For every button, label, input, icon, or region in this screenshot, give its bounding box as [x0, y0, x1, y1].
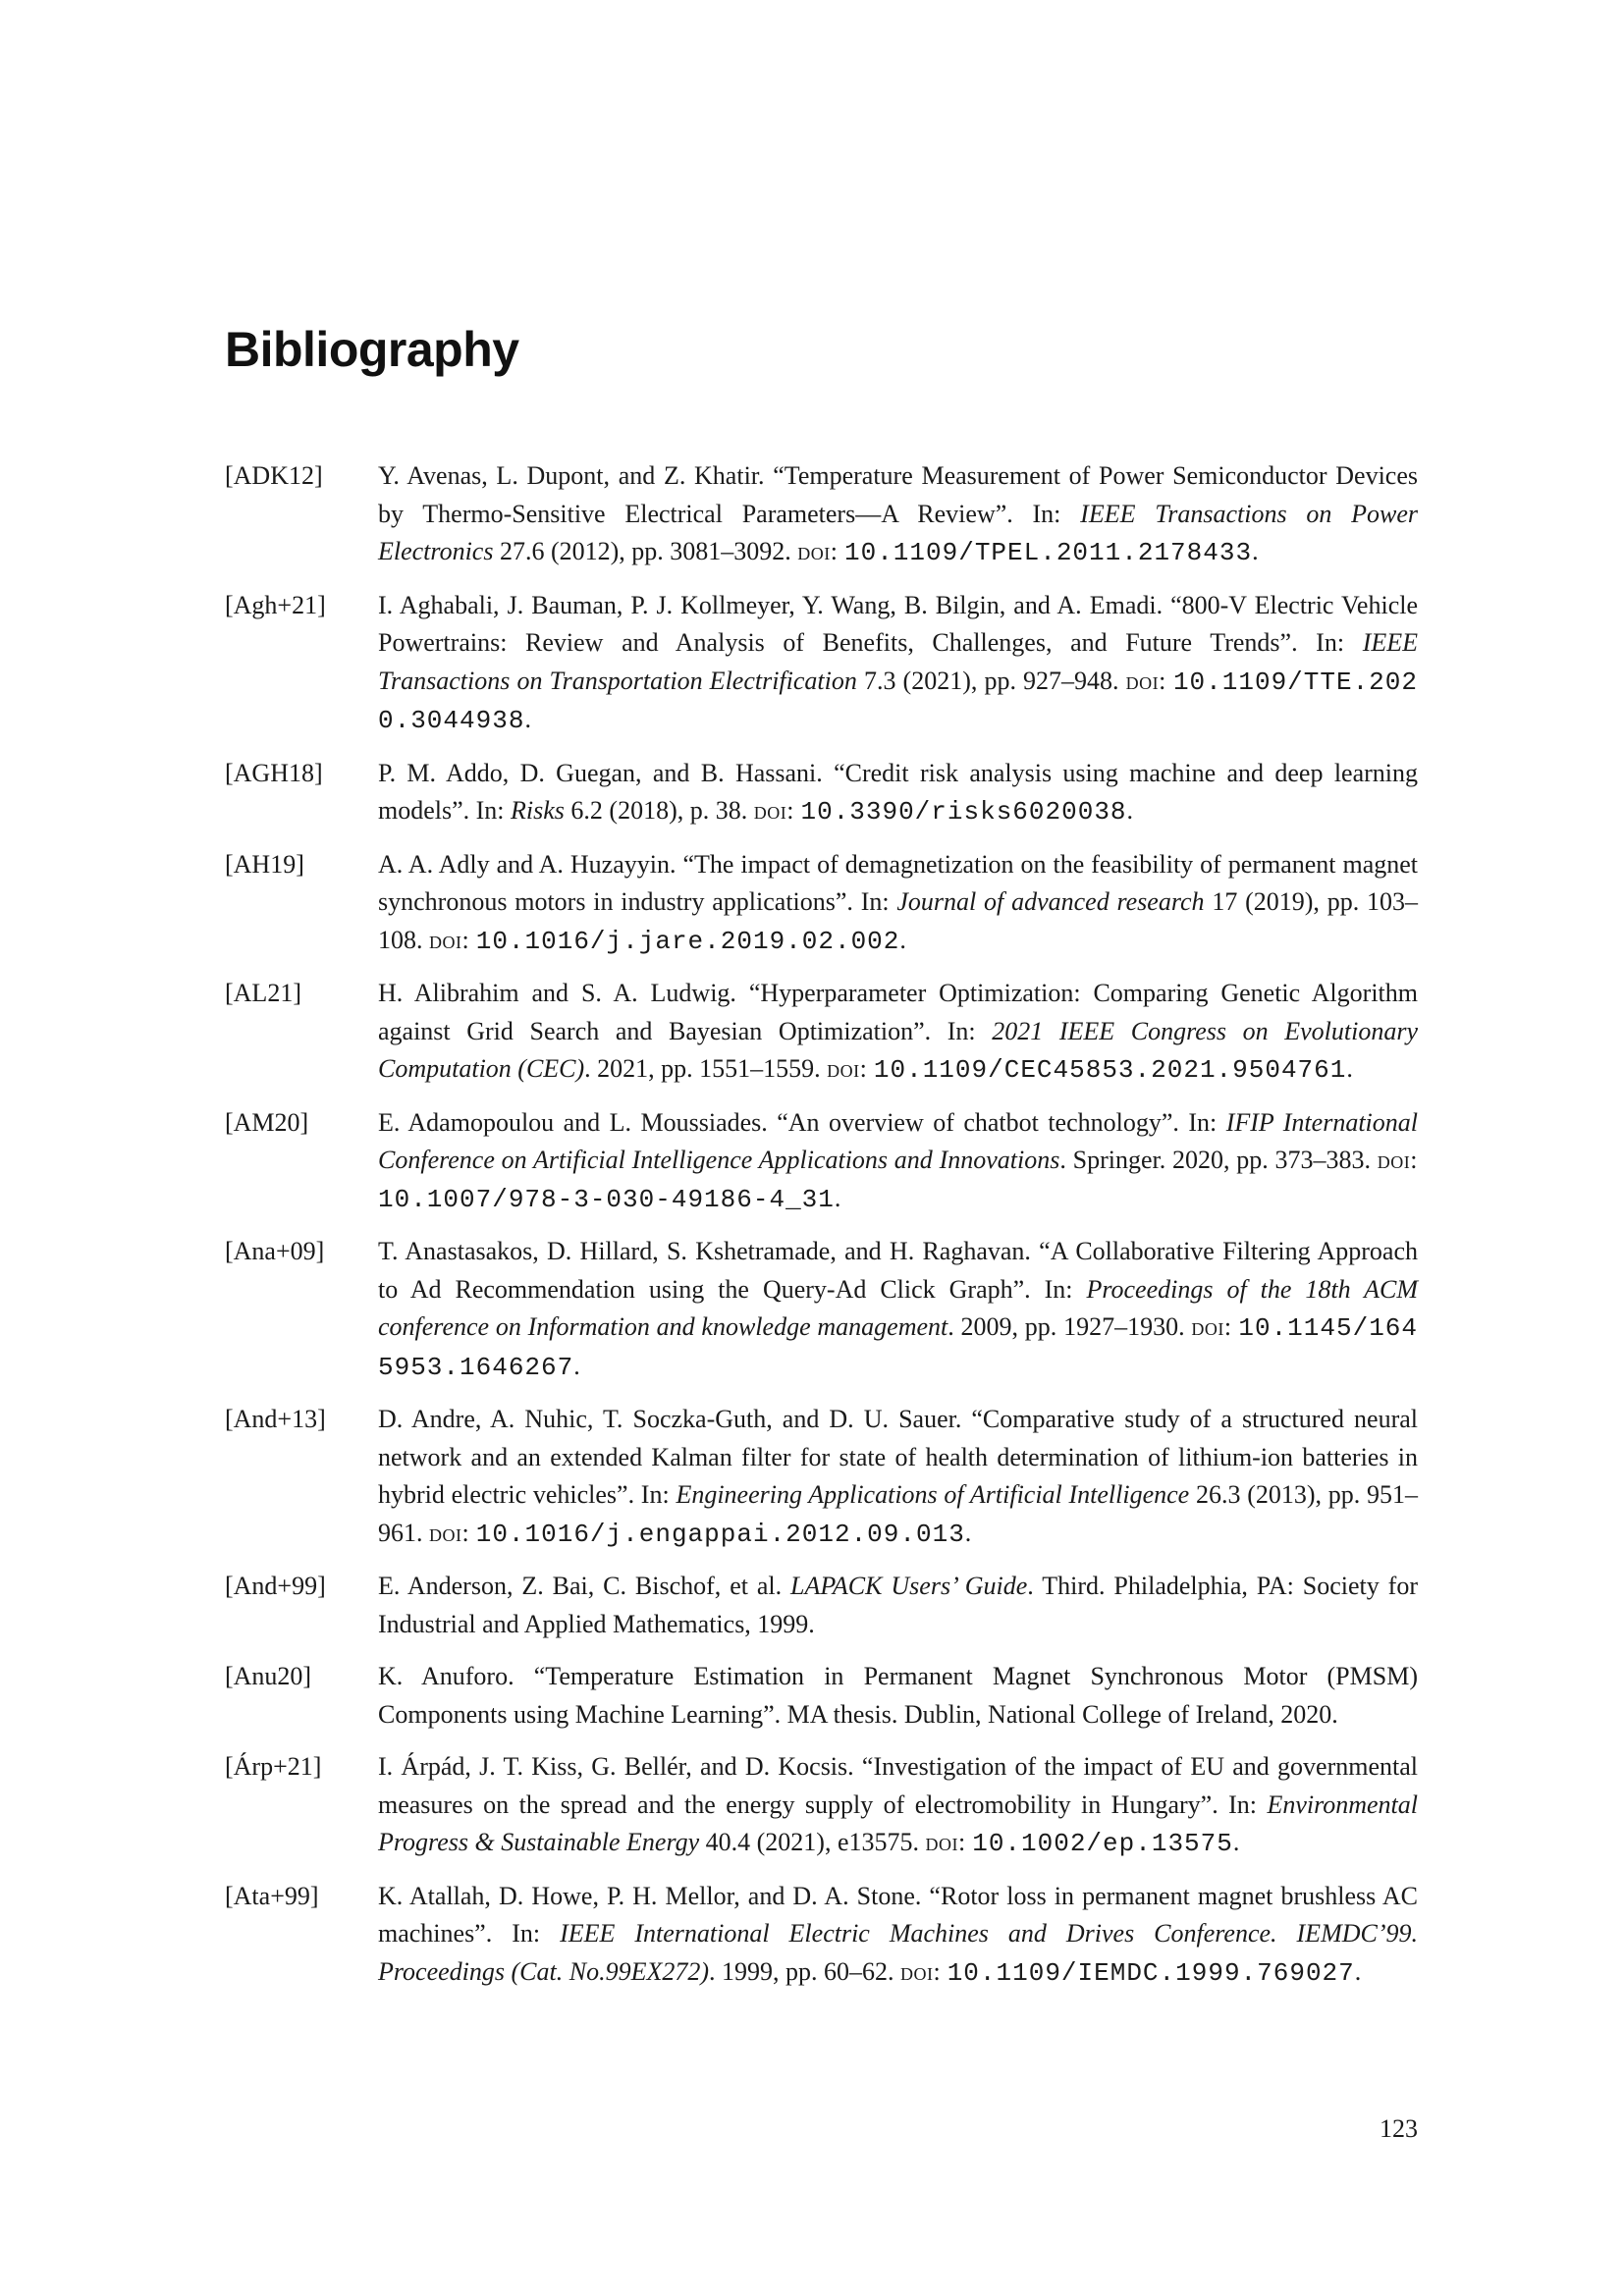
- bib-key: [ADK12]: [225, 461, 323, 490]
- doi-label: doi:: [797, 537, 839, 565]
- bibliography-list: [225, 457, 1418, 2006]
- bib-details: 27.6 (2012), pp. 3081–3092.: [493, 537, 798, 565]
- bib-details: . Third. Philadelphia, PA: Society for Industrial and Applied Mathematics, 1999.: [378, 1572, 1418, 1638]
- bib-authors-title: K. Atallah, D. Howe, P. H. Mellor, and D. A. Stone. “Rotor loss in permanent magnet brushless AC machines”. In:: [378, 1881, 1418, 1948]
- doi-link[interactable]: 10.1109/CEC45853.2021.9504761: [873, 1055, 1347, 1085]
- bib-venue: IEEE International Electric Machines and Drives Conference. IEMDC’99. Proceedings (Cat. No.99EX272): [378, 1919, 1419, 1986]
- doi-link[interactable]: 10.1016/j.jare.2019.02.002: [475, 926, 900, 956]
- doi-link[interactable]: 10.1016/j.engappai.2012.09.013: [475, 1519, 965, 1549]
- bib-entry: [225, 1104, 1418, 1219]
- doi-label: doi:: [827, 1054, 868, 1083]
- bib-end-punctuation: .: [1232, 1828, 1240, 1856]
- bib-end-punctuation: .: [573, 1351, 580, 1380]
- bib-venue: IEEE Transactions on Transportation Electrification: [378, 628, 1418, 695]
- bib-text: [378, 1748, 1418, 1863]
- bib-end-punctuation: .: [834, 1183, 841, 1212]
- bib-authors-title: P. M. Addo, D. Guegan, and B. Hassani. “Credit risk analysis using machine and deep learning models”. In:: [378, 758, 1418, 825]
- bib-authors-title: T. Anastasakos, D. Hillard, S. Kshetramade, and H. Raghavan. “A Collaborative Filtering Approach to Ad Recommendation using the Query-Ad Click Graph”. In:: [378, 1237, 1418, 1304]
- bib-entry: [225, 975, 1418, 1090]
- bib-key: [And+99]: [225, 1572, 326, 1600]
- bib-key: [AM20]: [225, 1107, 309, 1137]
- bib-key: [AL21]: [225, 979, 301, 1007]
- bib-venue: LAPACK Users’ Guide: [790, 1572, 1028, 1600]
- bib-end-punctuation: .: [1354, 1956, 1362, 1986]
- bib-end-punctuation: .: [524, 705, 531, 733]
- bib-authors-title: E. Anderson, Z. Bai, C. Bischof, et al.: [378, 1572, 791, 1600]
- bib-key: [AGH18]: [225, 758, 323, 787]
- bib-text: [378, 1401, 1418, 1553]
- bib-key: [Agh+21]: [225, 590, 326, 619]
- bib-entry: [225, 1748, 1418, 1863]
- doi-label: doi:: [925, 1828, 966, 1856]
- bib-entry: [225, 1568, 1418, 1643]
- bib-entry: [225, 587, 1418, 740]
- bib-text: [378, 457, 1418, 572]
- bib-authors-title: A. A. Adly and A. Huzayyin. “The impact of demagnetization on the feasibility of permanent magnet synchronous motors in industry applications”. In:: [378, 849, 1418, 916]
- bib-details: 6.2 (2018), p. 38.: [564, 796, 754, 825]
- doi-link[interactable]: 10.1109/IEMDC.1999.769027: [947, 1957, 1355, 1988]
- doi-label: doi:: [429, 925, 470, 954]
- doi-label: doi:: [899, 1956, 942, 1986]
- doi-link[interactable]: 10.1109/TTE.2020.3044938: [378, 667, 1418, 735]
- doi-link[interactable]: 10.1145/1645953.1646267: [378, 1313, 1419, 1382]
- bib-entry: [225, 1401, 1418, 1553]
- bib-entry: [225, 1878, 1418, 1993]
- bib-venue: IEEE Transactions on Power Electronics: [378, 499, 1418, 565]
- bib-authors-title: K. Anuforo. “Temperature Estimation in Permanent Magnet Synchronous Motor (PMSM) Components using Machine Learning”. MA thesis. Dublin, National College of Ireland, 2020.: [378, 1662, 1418, 1729]
- bib-text: [378, 755, 1418, 831]
- doi-label: doi:: [429, 1518, 470, 1547]
- bib-text: [378, 1878, 1418, 1993]
- bib-details: 26.3 (2013), pp. 951–961.: [378, 1480, 1418, 1547]
- bib-key: [Ana+09]: [225, 1237, 325, 1265]
- bib-end-punctuation: .: [964, 1518, 972, 1547]
- bib-text: [378, 1658, 1418, 1734]
- bib-text: [378, 1233, 1418, 1386]
- bib-details: . Springer. 2020, pp. 373–383.: [1059, 1146, 1378, 1174]
- bib-text: [378, 846, 1418, 961]
- bib-key: [Ata+99]: [225, 1881, 319, 1910]
- bib-end-punctuation: .: [1126, 796, 1134, 825]
- doi-label: doi:: [753, 796, 794, 825]
- doi-link[interactable]: 10.1109/TPEL.2011.2178433: [844, 538, 1253, 567]
- bib-venue: Journal of advanced research: [896, 887, 1205, 916]
- bib-authors-title: Y. Avenas, L. Dupont, and Z. Khatir. “Temperature Measurement of Power Semiconductor Devices by Thermo-Sensitive Electrical Parameters—A Review”. In:: [378, 461, 1418, 528]
- bib-text: [378, 587, 1418, 740]
- doi-link[interactable]: 10.3390/risks6020038: [800, 797, 1127, 827]
- bib-details: . 2009, pp. 1927–1930.: [947, 1312, 1192, 1341]
- bib-end-punctuation: .: [1252, 537, 1259, 565]
- bib-end-punctuation: .: [899, 925, 906, 954]
- page-title: Bibliography: [225, 322, 519, 377]
- doi-label: doi:: [1125, 666, 1166, 695]
- bib-entry: [225, 1658, 1418, 1734]
- bib-entry: [225, 457, 1418, 572]
- doi-link[interactable]: 10.1007/978-3-030-49186-4_31: [378, 1184, 835, 1214]
- bib-authors-title: I. Árpád, J. T. Kiss, G. Bellér, and D. Kocsis. “Investigation of the impact of EU and governmental measures on the spread and the energy supply of electromobility in Hungary”. In:: [378, 1752, 1418, 1819]
- bib-venue: IFIP International Conference on Artificial Intelligence Applications and Innovations: [378, 1107, 1418, 1174]
- bib-text: [378, 975, 1418, 1090]
- bib-key: [And+13]: [225, 1405, 326, 1433]
- bib-venue: Proceedings of the 18th ACM conference on Information and knowledge management: [378, 1274, 1419, 1341]
- bib-key: [AH19]: [225, 849, 304, 879]
- bib-end-punctuation: .: [1346, 1054, 1353, 1083]
- bib-authors-title: H. Alibrahim and S. A. Ludwig. “Hyperparameter Optimization: Comparing Genetic Algorithm against Grid Search and Bayesian Optimization”. In:: [378, 979, 1418, 1045]
- doi-link[interactable]: 10.1002/ep.13575: [972, 1829, 1233, 1858]
- bib-text: [378, 1568, 1418, 1643]
- bib-authors-title: E. Adamopoulou and L. Moussiades. “An overview of chatbot technology”. In:: [378, 1107, 1226, 1137]
- bib-authors-title: D. Andre, A. Nuhic, T. Soczka-Guth, and D. U. Sauer. “Comparative study of a structured neural network and an extended Kalman filter for state of health determination of lithium-ion batteries in hybrid electric vehicles”. In:: [378, 1405, 1418, 1509]
- bib-key: [Anu20]: [225, 1662, 312, 1690]
- bib-entry: [225, 1233, 1418, 1386]
- bib-details: . 2021, pp. 1551–1559.: [584, 1054, 828, 1083]
- bib-details: . 1999, pp. 60–62.: [708, 1956, 900, 1986]
- bib-authors-title: I. Aghabali, J. Bauman, P. J. Kollmeyer, Y. Wang, B. Bilgin, and A. Emadi. “800-V Electric Vehicle Powertrains: Review and Analysis of Benefits, Challenges, and Future Trends”. In:: [378, 590, 1418, 657]
- bib-key: [Árp+21]: [225, 1752, 322, 1781]
- page-number: 123: [1380, 2114, 1418, 2143]
- bib-venue: Engineering Applications of Artificial Intelligence: [676, 1480, 1190, 1509]
- bib-details: 40.4 (2021), e13575.: [699, 1828, 926, 1856]
- doi-label: doi:: [1191, 1312, 1232, 1341]
- bib-details: 7.3 (2021), pp. 927–948.: [856, 666, 1126, 695]
- bib-venue: 2021 IEEE Congress on Evolutionary Computation (CEC): [378, 1016, 1418, 1083]
- bib-entry: [225, 755, 1418, 831]
- bib-entry: [225, 846, 1418, 961]
- bib-venue: Risks: [511, 796, 565, 825]
- bib-details: 17 (2019), pp. 103–108.: [378, 887, 1418, 954]
- bib-text: [378, 1104, 1418, 1219]
- bib-venue: Environmental Progress & Sustainable Energy: [378, 1789, 1418, 1856]
- doi-label: doi:: [1377, 1146, 1419, 1174]
